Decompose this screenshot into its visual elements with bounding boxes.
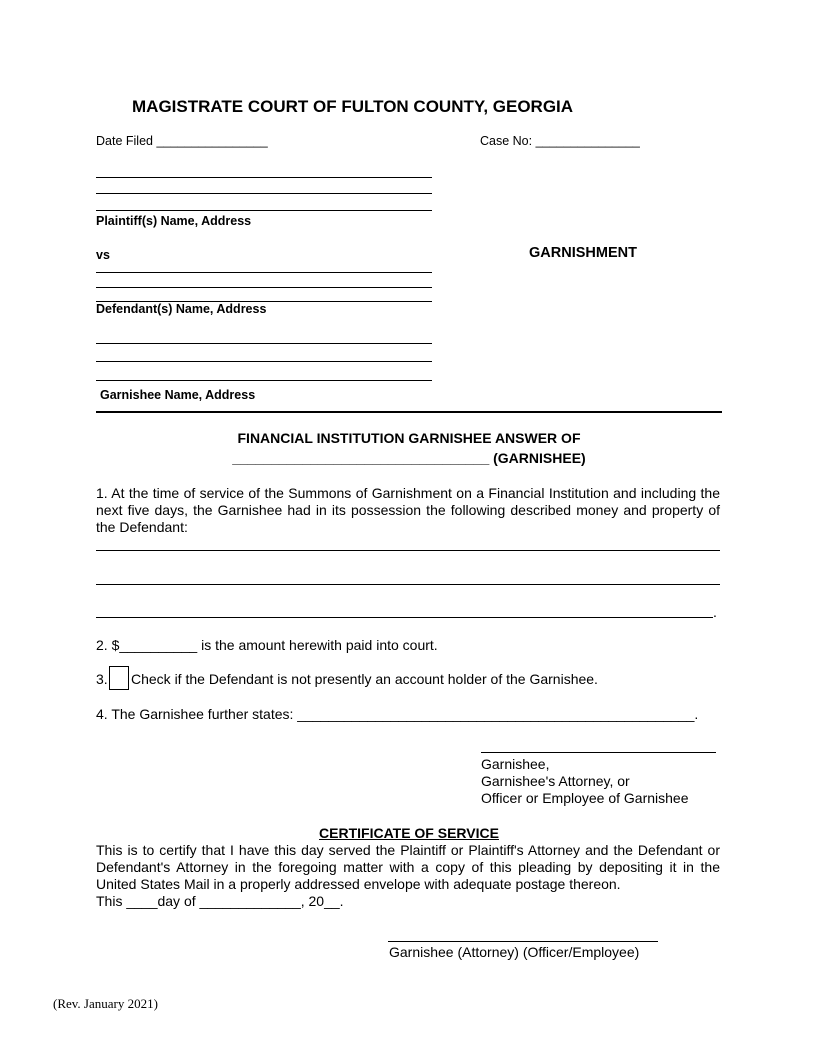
defendant-line-2[interactable] bbox=[96, 287, 432, 288]
item-1-line-2[interactable] bbox=[96, 584, 720, 585]
certificate-date-line[interactable]: This ____day of _____________, 20__. bbox=[96, 893, 344, 909]
signature-line-1: Garnishee, bbox=[481, 756, 550, 772]
answer-heading-line-2: _________________________________ (GARNISHEE) bbox=[232, 450, 586, 466]
certificate-heading: CERTIFICATE OF SERVICE bbox=[319, 825, 499, 841]
plaintiff-line-1[interactable] bbox=[96, 177, 432, 178]
section-divider bbox=[96, 411, 722, 413]
garnishee-signature-line[interactable] bbox=[481, 752, 716, 753]
account-holder-checkbox[interactable] bbox=[109, 666, 129, 690]
item-1-line-1[interactable] bbox=[96, 550, 720, 551]
defendant-label: Defendant(s) Name, Address bbox=[96, 302, 267, 316]
revision-note: (Rev. January 2021) bbox=[53, 996, 158, 1011]
certificate-text: This is to certify that I have this day served the Plaintiff or Plaintiff's Attorney and the Defendant or Defendant's Attorney in the foregoing matter with a copy of this pleading by depositing it in the United States Mail in a properly addressed envelope with adequate postage thereon. bbox=[96, 842, 720, 892]
certificate-signature-line[interactable] bbox=[388, 941, 658, 942]
answer-heading-line-1: FINANCIAL INSTITUTION GARNISHEE ANSWER OF bbox=[237, 430, 581, 446]
item-2-amount-text[interactable]: 2. $__________ is the amount herewith paid into court. bbox=[96, 637, 438, 653]
signature-line-2: Garnishee's Attorney, or bbox=[481, 773, 630, 789]
plaintiff-line-3[interactable] bbox=[96, 210, 432, 211]
item-3-text: Check if the Defendant is not presently an account holder of the Garnishee. bbox=[131, 671, 598, 687]
item-3-number: 3. bbox=[96, 671, 108, 687]
item-4-text[interactable]: 4. The Garnishee further states: ___________________________________________________. bbox=[96, 706, 699, 722]
garnishee-label: Garnishee Name, Address bbox=[100, 388, 256, 402]
garnishee-line-1[interactable] bbox=[96, 343, 432, 344]
court-title: MAGISTRATE COURT OF FULTON COUNTY, GEORGIA bbox=[132, 97, 574, 116]
plaintiff-label: Plaintiff(s) Name, Address bbox=[96, 214, 252, 228]
vs-label: vs bbox=[96, 248, 110, 262]
garnishee-line-3[interactable] bbox=[96, 380, 432, 381]
date-filed-field[interactable]: Date Filed ________________ bbox=[96, 134, 268, 148]
item-1-line-3[interactable] bbox=[96, 617, 713, 618]
item-1-period: . bbox=[713, 604, 717, 620]
defendant-line-1[interactable] bbox=[96, 272, 432, 273]
certificate-signer-label: Garnishee (Attorney) (Officer/Employee) bbox=[389, 944, 640, 960]
form-type-heading: GARNISHMENT bbox=[529, 245, 637, 261]
garnishee-line-2[interactable] bbox=[96, 361, 432, 362]
plaintiff-line-2[interactable] bbox=[96, 193, 432, 194]
item-1-text: 1. At the time of service of the Summons of Garnishment on a Financial Institution and including the next five days, the Garnishee had in its possession the following described money and property of the Defendant: bbox=[96, 485, 720, 535]
case-number-field[interactable]: Case No: _______________ bbox=[480, 134, 640, 148]
signature-line-3: Officer or Employee of Garnishee bbox=[481, 790, 689, 806]
